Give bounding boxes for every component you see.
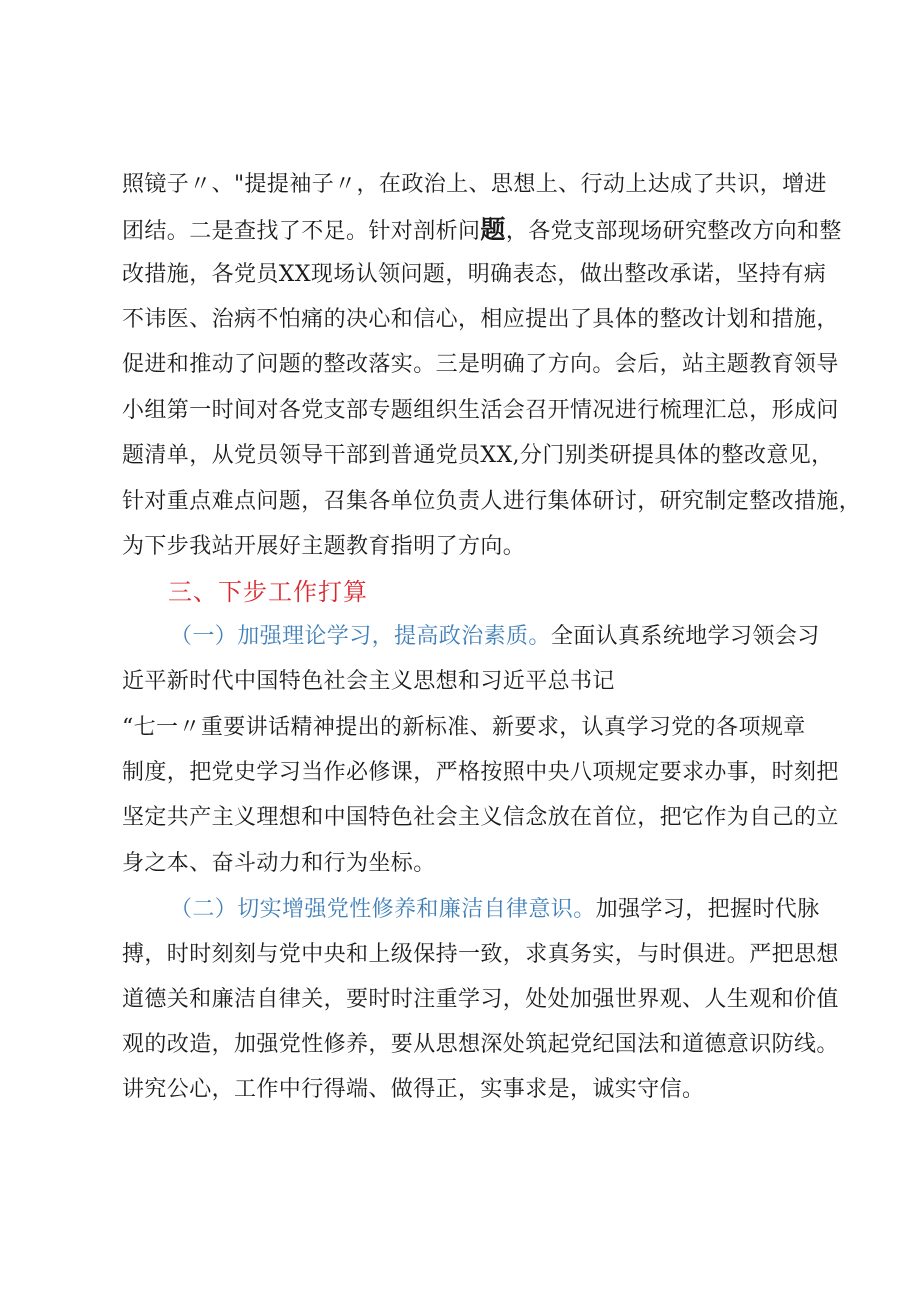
- text-span: 针对重点难点问题，召集各单位负责人进行集体研讨，研究制定整改措施，: [122, 489, 862, 514]
- text-span: 道德关和廉洁自律关，要时时注重学习，处处加强世界观、人生观和价值: [122, 987, 839, 1012]
- paragraph-line: [0, 985, 920, 1015]
- text-span: 团结。二是查找了不足。针对剖析问: [122, 219, 481, 244]
- paragraph-line: [0, 350, 920, 380]
- text-span: 加强学习，把握时代脉: [595, 897, 820, 922]
- text-span: 照镜子〃、"提提袖子〃，在政治上、思想上、行动上达成了共识，增进: [122, 172, 827, 197]
- subheading: （一）加强理论学习，提高政治素质。: [170, 624, 551, 649]
- paragraph-line: [0, 758, 920, 788]
- text-span: 坚定共产主义理想和中国特色社会主义信念放在首位，把它作为自己的立: [122, 805, 839, 830]
- paragraph-line: [0, 305, 920, 335]
- text-span: 身之本、奋斗动力和行为坐标。: [122, 851, 436, 876]
- text-span: 近平新时代中国特色社会主义思想和习近平总书记: [122, 669, 615, 694]
- text-span: “七一〃重要讲话精神提出的新标准、新要求，认真学习党的各项规章: [122, 715, 806, 740]
- paragraph-line: [0, 487, 920, 517]
- paragraph-line: [0, 803, 920, 833]
- paragraph-line: [0, 441, 920, 471]
- text-span: 促进和推动了问题的整改落实。三是明确了方向。会后，站主题教育领导: [122, 352, 839, 377]
- text-span: 小组第一时间对各党支部专题组织生活会召开情况进行梳理汇总，形成问: [122, 398, 839, 423]
- emphasized-char: 题: [480, 215, 506, 244]
- paragraph-line: [0, 940, 920, 970]
- paragraph-line: [0, 170, 920, 200]
- text-span: 题清单，从党员领导干部到普通党员XX,分门别类研提具体的整改意见，: [122, 443, 834, 468]
- text-span: 全面认真系统地学习领会习: [550, 624, 820, 649]
- paragraph-line: [0, 532, 920, 562]
- paragraph-line: [0, 895, 920, 925]
- paragraph-line: [0, 260, 920, 290]
- text-span: 搏，时时刻刻与党中央和上级保持一致，求真务实，与时俱进。严把思想: [122, 942, 839, 967]
- text-span: 改措施，各党员XX现场认领问题，明确表态，做出整改承诺，坚持有病: [122, 262, 827, 287]
- subheading: （二）切实增强党性修养和廉洁自律意识。: [170, 897, 596, 922]
- paragraph-line: [0, 622, 920, 652]
- paragraph-line: [0, 396, 920, 426]
- paragraph-line: [0, 667, 920, 697]
- paragraph-line: [0, 1075, 920, 1105]
- paragraph-line: [0, 849, 920, 879]
- text-span: 为下步我站开展好主题教育指明了方向。: [122, 534, 526, 559]
- text-span: 讲究公心，工作中行得端、做得正，实事求是，诚实守信。: [122, 1077, 705, 1102]
- text-span: 不讳医、治病不怕痛的决心和信心，相应提出了具体的整改计划和措施，: [122, 307, 839, 332]
- paragraph-line: [0, 215, 920, 247]
- paragraph-line: [0, 713, 920, 743]
- paragraph-line: [0, 1030, 920, 1060]
- text-span: 观的改造，加强党性修养，要从思想深处筑起党纪国法和道德意识防线。: [122, 1032, 839, 1057]
- text-span: 制度，把党史学习当作必修课，严格按照中央八项规定要求办事，时刻把: [122, 760, 839, 785]
- text-span: ，各党支部现场研究整改方向和整: [505, 219, 842, 244]
- section-heading: 三、下步工作打算: [168, 578, 368, 606]
